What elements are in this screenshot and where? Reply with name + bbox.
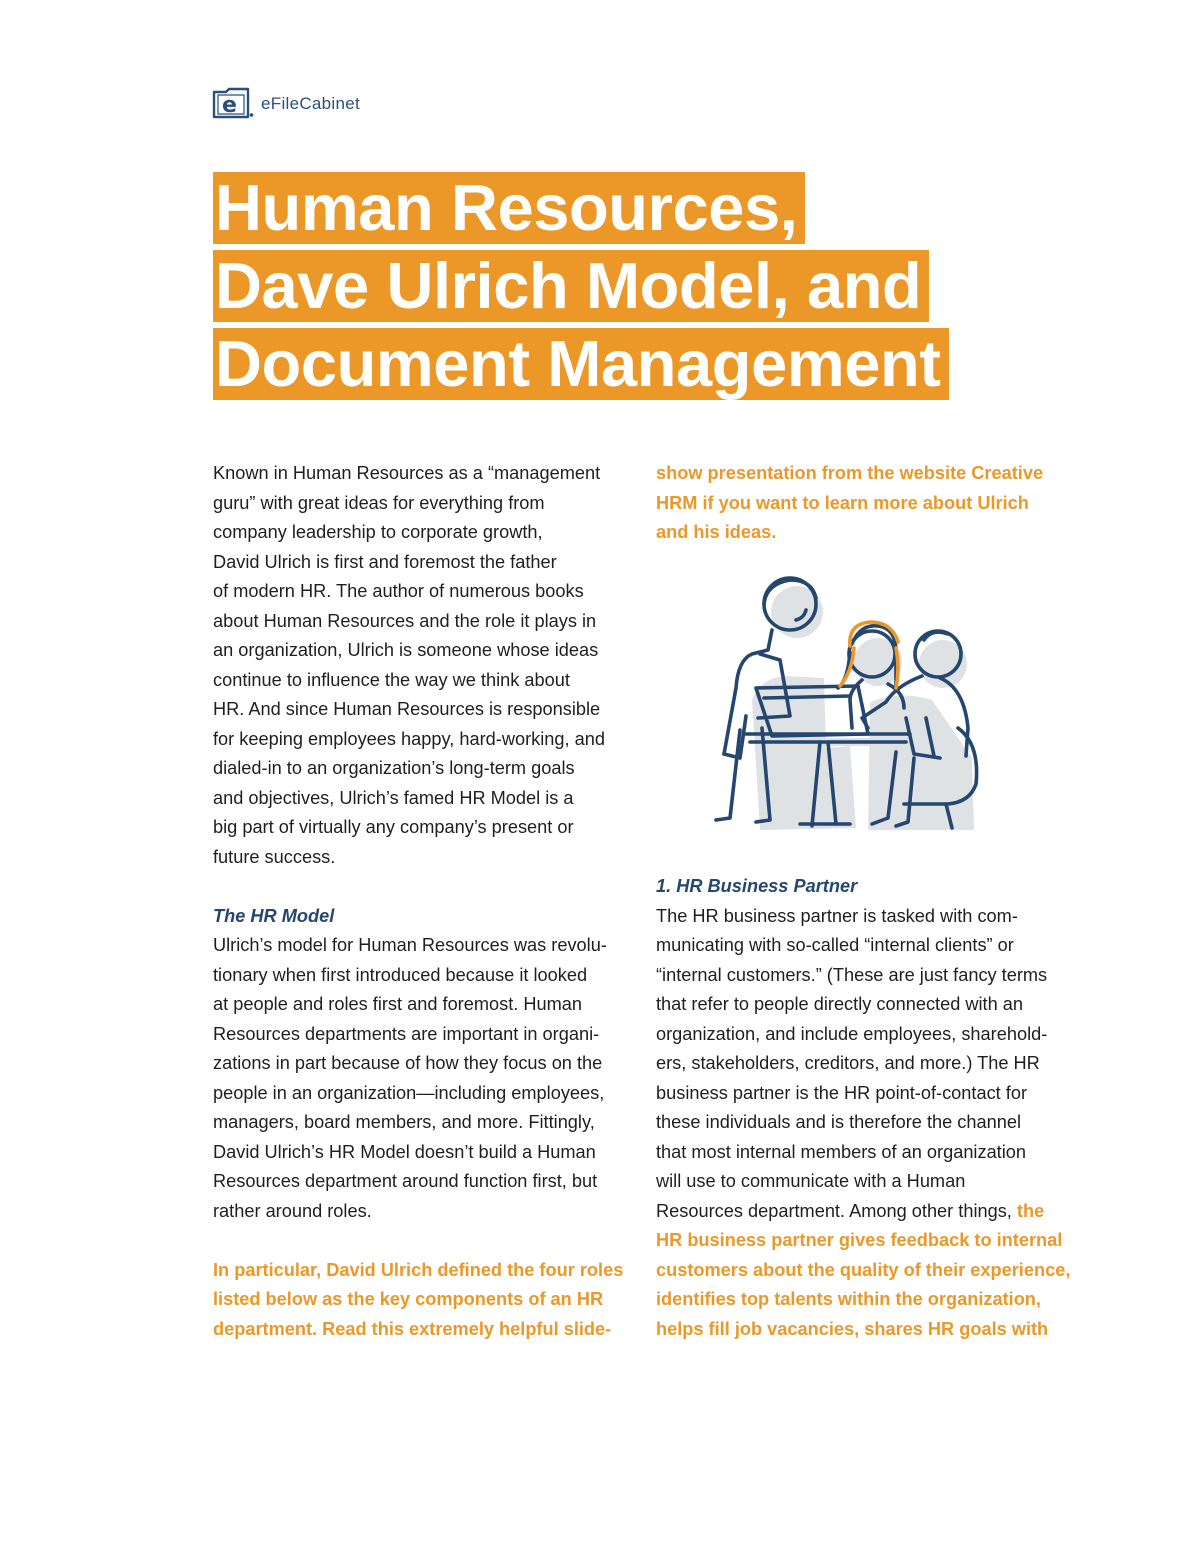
logo-letter: e xyxy=(222,93,237,118)
highlight-line: HR business partner gives feedback to internal xyxy=(656,1230,1063,1250)
text-line: Resources department around function first, but xyxy=(213,1171,598,1191)
hr-model-heading: The HR Model xyxy=(213,905,335,926)
hr-business-partner-heading: 1. HR Business Partner xyxy=(656,876,858,896)
hr-business-partner-paragraph xyxy=(656,902,1086,1345)
text-line: continue to influence the way we think about xyxy=(213,669,570,690)
text-line: HR. And since Human Resources is responsible xyxy=(213,699,601,719)
text-line: David Ulrich is first and foremost the father xyxy=(213,551,557,572)
text-line: guru” with great ideas for everything from xyxy=(213,492,545,513)
text-line: business partner is the HR point-of-contact for xyxy=(656,1082,1027,1103)
text-line: Ulrich’s model for Human Resources was revolu- xyxy=(213,935,607,955)
hr-business-partner-section xyxy=(656,872,1086,1344)
text-line: “internal customers.” (These are just fancy terms xyxy=(656,964,1048,985)
creative-hrm-highlight xyxy=(656,459,1081,548)
four-roles-highlight xyxy=(213,1256,633,1345)
text-line: future success. xyxy=(213,846,336,867)
text-line: will use to communicate with a Human xyxy=(656,1171,966,1191)
highlight-line: customers about the quality of their experience, xyxy=(656,1259,1071,1280)
text-line: municating with so-called “internal clients” or xyxy=(656,935,1014,955)
text-line: ers, stakeholders, creditors, and more.) The HR xyxy=(656,1053,1040,1073)
hr-model-paragraph xyxy=(213,931,633,1226)
text-line: David Ulrich’s HR Model doesn’t build a Human xyxy=(213,1141,596,1162)
text-line: In particular, David Ulrich defined the four roles xyxy=(213,1259,624,1280)
title-line: Document Management xyxy=(213,328,949,400)
text-line: people in an organization—including employees, xyxy=(213,1082,605,1103)
text-line: rather around roles. xyxy=(213,1200,372,1221)
text-line: company leadership to corporate growth, xyxy=(213,522,543,542)
title-line: Dave Ulrich Model, and xyxy=(213,250,929,322)
text-line: show presentation from the website Creative xyxy=(656,463,1044,483)
text-line: The HR business partner is tasked with com- xyxy=(656,905,1018,926)
right-column-top xyxy=(656,459,1081,548)
page-title xyxy=(213,172,949,406)
text-line: organization, and include employees, sharehold- xyxy=(656,1023,1048,1044)
text-line: HRM if you want to learn more about Ulrich xyxy=(656,492,1029,513)
text-line: listed below as the key components of an HR xyxy=(213,1289,604,1309)
highlight-text: the xyxy=(1016,1200,1045,1221)
title-line: Human Resources, xyxy=(213,172,805,244)
text-line: at people and roles first and foremost. Human xyxy=(213,994,582,1014)
text-line: that most internal members of an organization xyxy=(656,1141,1027,1162)
file-cabinet-logo-icon xyxy=(212,86,256,120)
text-line: managers, board members, and more. Fittingly, xyxy=(213,1112,595,1132)
text-line: and his ideas. xyxy=(656,522,777,542)
text-line: an organization, Ulrich is someone whose ideas xyxy=(213,640,599,660)
text-line: that refer to people directly connected with an xyxy=(656,994,1024,1014)
brand-name: eFileCabinet xyxy=(261,94,361,113)
left-column xyxy=(213,459,633,1344)
text-line: these individuals and is therefore the channel xyxy=(656,1112,1022,1132)
brand-logo xyxy=(212,86,360,120)
text-line: Resources departments are important in organi- xyxy=(213,1023,600,1044)
text-line: tionary when first introduced because it looked xyxy=(213,964,588,985)
text-line: zations in part because of how they focus on the xyxy=(213,1053,603,1073)
text-line: dialed-in to an organization’s long-term goals xyxy=(213,758,575,778)
text-line: of modern HR. The author of numerous books xyxy=(213,581,584,601)
team-meeting-illustration xyxy=(700,568,990,838)
text-line: about Human Resources and the role it plays in xyxy=(213,610,597,631)
highlight-line: identifies top talents within the organization, xyxy=(656,1289,1041,1309)
text-line: Known in Human Resources as a “management xyxy=(213,463,601,483)
intro-paragraph xyxy=(213,459,633,872)
text-line: and objectives, Ulrich’s famed HR Model is a xyxy=(213,787,574,808)
text-line: department. Read this extremely helpful slide- xyxy=(213,1318,612,1339)
text-line: for keeping employees happy, hard-working, and xyxy=(213,728,605,749)
text-line: big part of virtually any company’s present or xyxy=(213,817,574,837)
text-line: Resources department. Among other things, xyxy=(656,1200,1017,1221)
highlight-line: helps fill job vacancies, shares HR goals with xyxy=(656,1318,1049,1339)
